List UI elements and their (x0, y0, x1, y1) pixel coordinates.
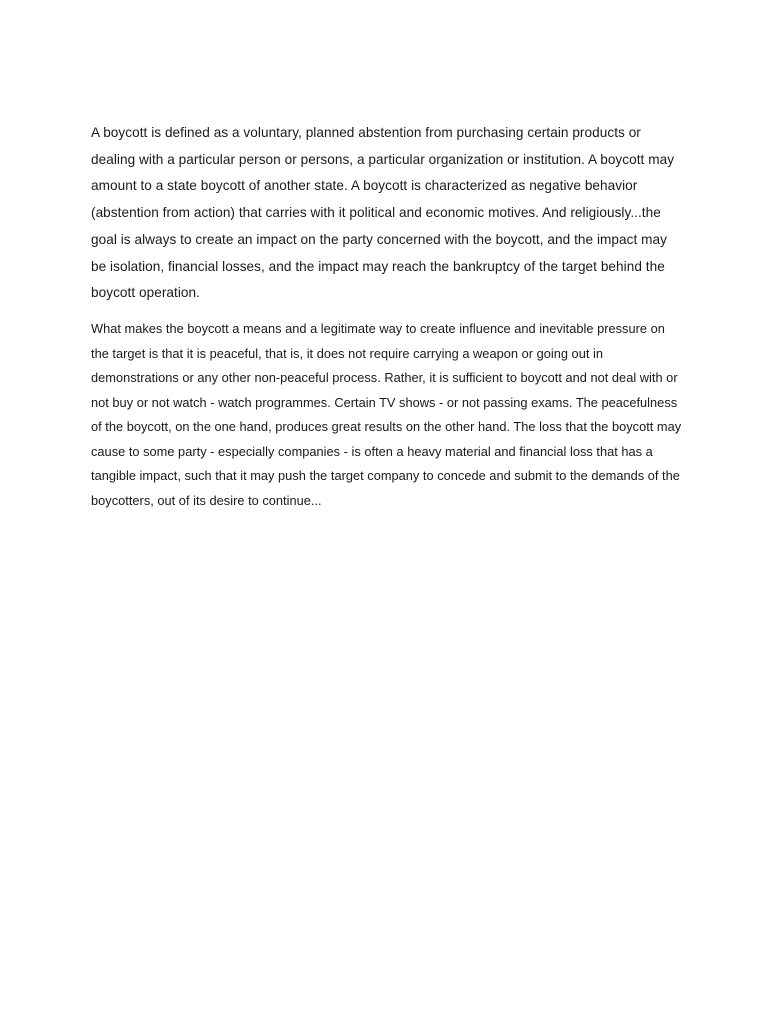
paragraph-boycott-legitimacy: What makes the boycott a means and a legitimate way to create influence and inevitable pressure on the target is that it is peaceful, that is, it does not require carrying a weapon or going out in demonstrations or any other non-peaceful process. Rather, it is sufficient to boycott and not deal with or not buy or not watch - watch programmes. Certain TV shows - or not passing exams. The peacefulness of the boycott, on the one hand, produces great results on the other hand. The loss that the boycott may cause to some party - especially companies - is often a heavy material and financial loss that has a tangible impact, such that it may push the target company to concede and submit to the demands of the boycotters, out of its desire to continue... (91, 320, 682, 509)
paragraph-boycott-definition: A boycott is defined as a voluntary, planned abstention from purchasing certain products or dealing with a particular person or persons, a particular organization or institution. A boycott may amount to a state boycott of another state. A boycott is characterized as negative behavior (abstention from action) that carries with it political and economic motives. And religiously...the goal is always to create an impact on the party concerned with the boycott, and the impact may be isolation, financial losses, and the impact may reach the bankruptcy of the target behind the boycott operation. (91, 125, 675, 301)
document-body (91, 120, 683, 514)
